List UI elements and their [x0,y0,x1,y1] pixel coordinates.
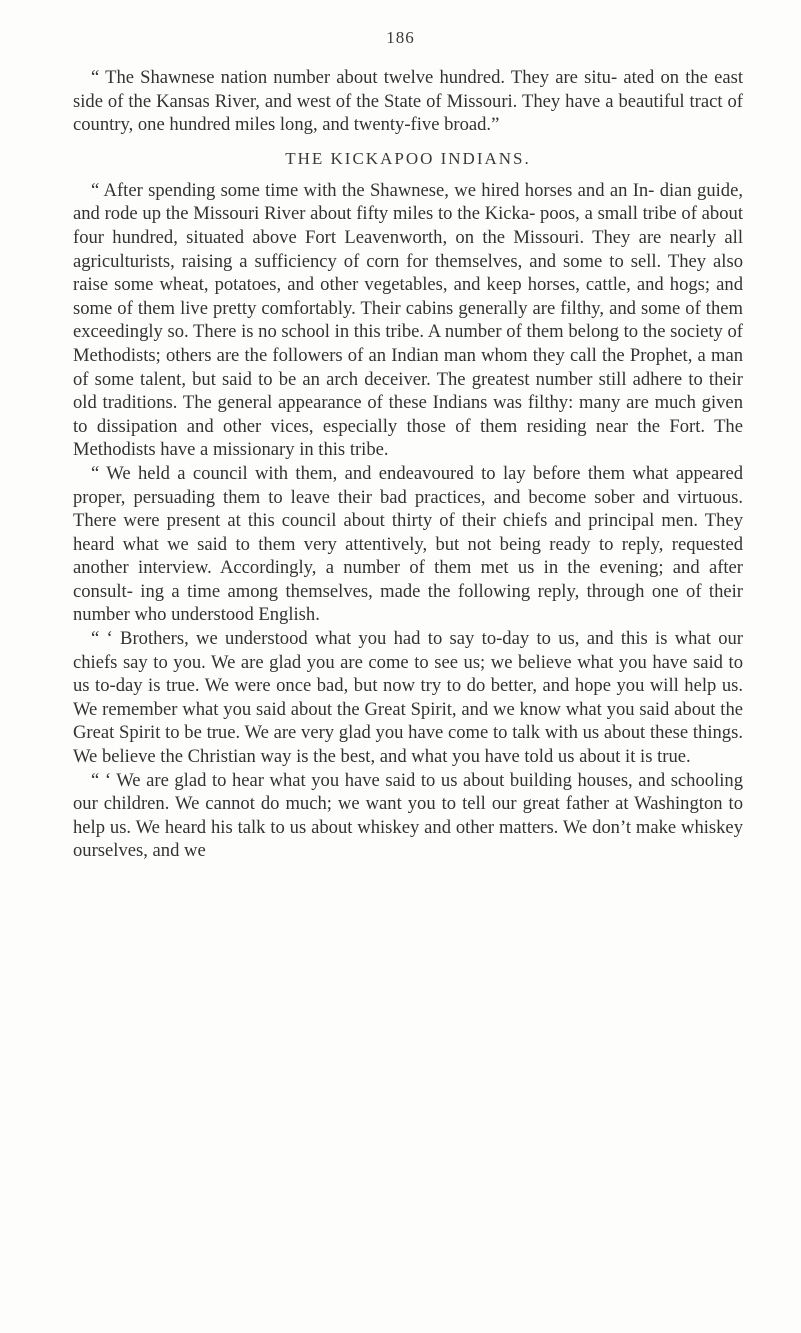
page-text [73,66,743,863]
paragraph-shawnese: “ The Shawnese nation number about twelve hundred. They are situ- ated on the east side of the Kansas River, and west of the State of Missouri. They have a beautiful tract of country, one hundred miles long, and twenty-five broad.” [73,67,743,136]
paragraph-kickapoo-intro: “ After spending some time with the Shawnese, we hired horses and an In- dian guide, and rode up the Missouri River about fifty miles to the Kicka- poos, a small tribe of about four hundred, situated above Fort Leavenworth, on the Missouri. They are nearly all agriculturists, raising a sufficiency of corn for themselves, and some to sell. They also raise some wheat, potatoes, and other vegetables, and keep horses, cattle, and hogs; and some of them live pretty comfortably. Their cabins generally are filthy, and some of them exceedingly so. There is no school in this tribe. A number of them belong to the society of Methodists; others are the followers of an Indian man whom they call the Prophet, a man of some talent, but said to be an arch deceiver. The greatest number still adhere to their old traditions. The general appearance of these Indians was filthy: many are much given to dissipation and other vices, especially those of them residing near the Fort. The Methodists have a missionary in this tribe. [73,179,743,461]
paragraph-houses-schooling: “ ‘ We are glad to hear what you have said to us about building houses, and schooling our children. We cannot do much; we want you to tell our great father at Washington to help us. We heard his talk to us about whiskey and other matters. We don’t make whiskey ourselves, and we [73,769,743,862]
paragraph-council: “ We held a council with them, and endeavoured to lay before them what appeared proper, persuading them to leave their bad practices, and become sober and virtuous. There were present at this council about thirty of their chiefs and principal men. They heard what we said to them very attentively, but not being ready to reply, requested another interview. Accordingly, a number of them met us in the evening; and after consult- ing a time among themselves, made the following reply, through one of their number who understood English. [73,462,743,626]
section-heading: THE KICKAPOO INDIANS. [285,148,531,168]
page-number: 186 [386,28,415,47]
paragraph-brothers-reply: “ ‘ Brothers, we understood what you had to say to-day to us, and this is what our chiefs say to you. We are glad you are come to see us; we believe what you have said to us to-day is true. We were once bad, but now try to do better, and hope you will help us. We remember what you said about the Great Spirit, and we know what you said about the Great Spirit to be true. We are very glad you have come to talk with us about these things. We believe the Christian way is the best, and what you have told us about it is true. [73,628,743,768]
